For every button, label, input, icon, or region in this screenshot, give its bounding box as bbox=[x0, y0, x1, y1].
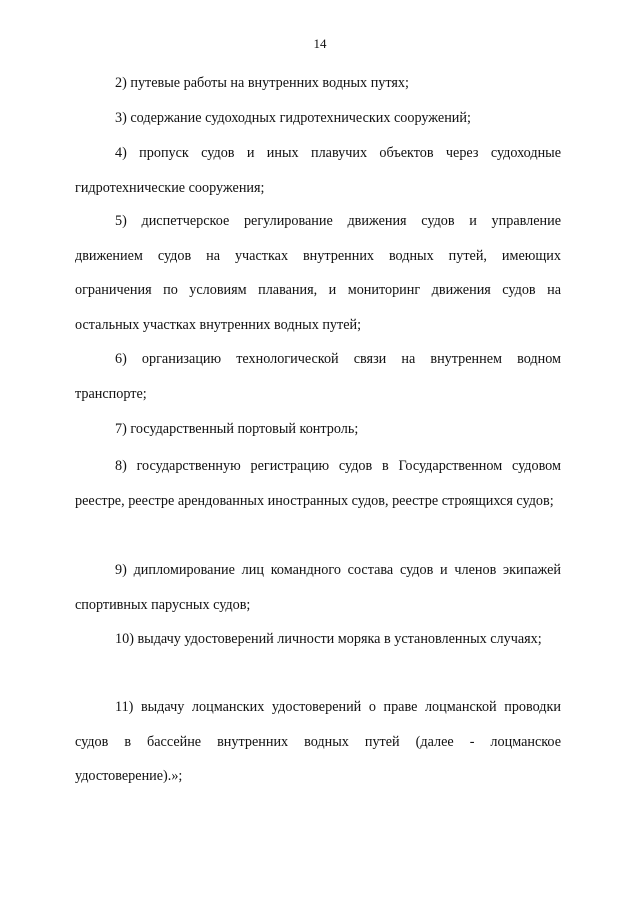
list-item-5: 5) диспетчерское регулирование движения судов и управление движением судов на участках внутренних водных путей, имеющих ограничения по условиям плавания, и мониторинг движения судов на остальных участках внутренних водных путей; bbox=[75, 213, 561, 333]
page-number: 14 bbox=[313, 36, 327, 51]
list-item-2: 2) путевые работы на внутренних водных путях; bbox=[115, 75, 409, 91]
list-item-9: 9) дипломирование лиц командного состава судов и членов экипажей спортивных парусных судов; bbox=[75, 562, 561, 613]
list-item-7: 7) государственный портовый контроль; bbox=[115, 421, 359, 437]
list-item-3: 3) содержание судоходных гидротехнических сооружений; bbox=[115, 110, 471, 126]
list-item-4: 4) пропуск судов и иных плавучих объектов через судоходные гидротехнические сооружения; bbox=[75, 145, 561, 196]
list-item-6: 6) организацию технологической связи на внутреннем водном транспорте; bbox=[75, 351, 561, 402]
list-item-10: 10) выдачу удостоверений личности моряка в установленных случаях; bbox=[115, 631, 542, 647]
list-item-11: 11) выдачу лоцманских удостоверений о праве лоцманской проводки судов в бассейне внутренних водных путей (далее - лоцманское удостоверение).»; bbox=[75, 699, 561, 784]
list-item-8: 8) государственную регистрацию судов в Государственном судовом реестре, реестре арендованных иностранных судов, реестре строящихся судов; bbox=[75, 458, 561, 509]
